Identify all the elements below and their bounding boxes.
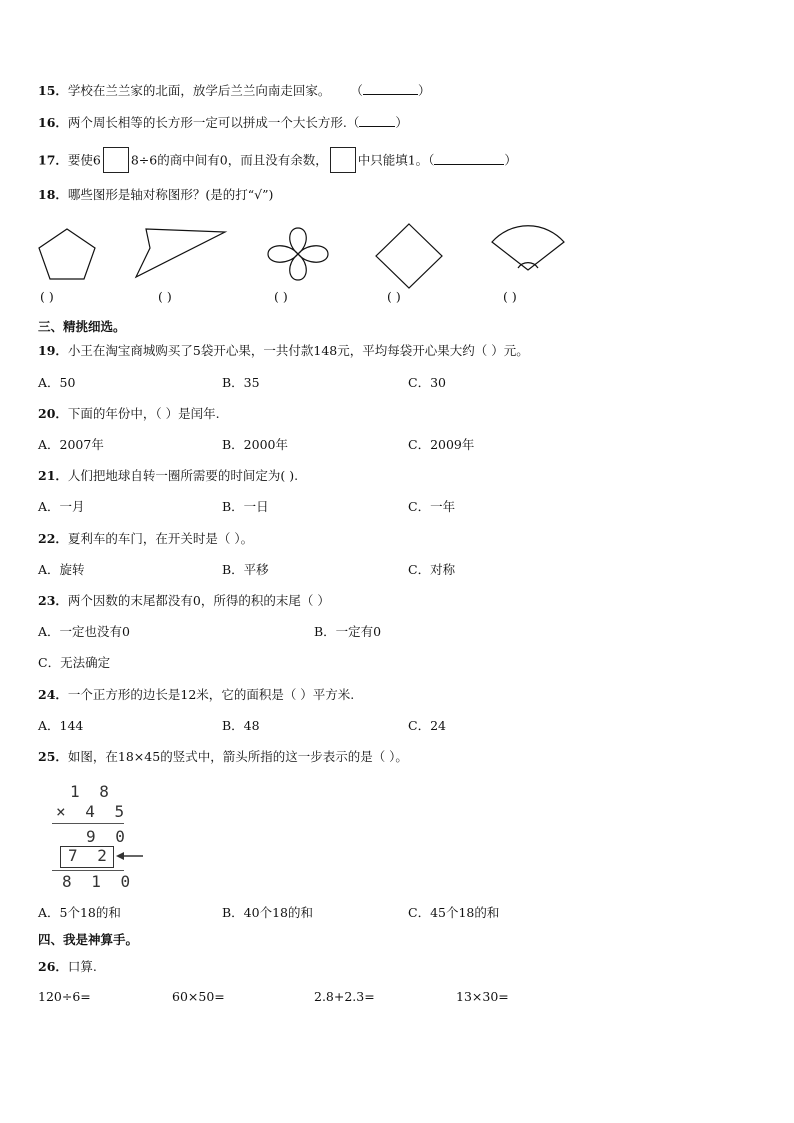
partial-product-1: 9 0 xyxy=(86,827,130,846)
option-b[interactable]: B．一定有0 xyxy=(314,624,382,639)
multiplier: × 4 5 xyxy=(56,802,130,821)
question-number: 22． xyxy=(38,531,68,546)
mental-math-item[interactable]: 13×30= xyxy=(456,989,509,1004)
question-23 xyxy=(38,592,330,610)
question-24 xyxy=(38,686,354,704)
answer-paren[interactable]: ( ) xyxy=(40,289,54,304)
option-a[interactable]: A．144 xyxy=(38,718,84,733)
option-a[interactable]: A．一月 xyxy=(38,499,85,514)
question-number: 19． xyxy=(38,343,68,358)
question-16: 16．两个周长相等的长方形一定可以拼成一个大长方形.（ ） xyxy=(38,115,408,130)
question-20 xyxy=(38,405,220,423)
option-b[interactable]: B．40个18的和 xyxy=(222,905,313,920)
answer-paren[interactable]: ( ) xyxy=(274,289,288,304)
mental-math-item[interactable]: 120÷6= xyxy=(38,989,91,1004)
arrow-left-icon xyxy=(116,850,144,862)
question-17: 17．要使6 8÷6的商中间有0，而且没有余数， 中只能填1。（ ） xyxy=(38,148,517,174)
answer-paren[interactable]: ( ) xyxy=(387,289,401,304)
digit-box[interactable] xyxy=(330,147,356,173)
option-a[interactable]: A．50 xyxy=(38,375,76,390)
question-number: 17． xyxy=(38,152,68,168)
final-product: 8 1 0 xyxy=(62,872,136,891)
option-a[interactable]: A．一定也没有0 xyxy=(38,624,130,639)
rule-line xyxy=(52,823,124,824)
option-b[interactable]: B．2000年 xyxy=(222,437,288,452)
answer-paren[interactable]: ( ) xyxy=(158,289,172,304)
option-a[interactable]: A．2007年 xyxy=(38,437,104,452)
question-25 xyxy=(38,748,408,766)
rule-line xyxy=(52,870,124,871)
question-text: 一个正方形的边长是12米，它的面积是（ ）平方米. xyxy=(67,687,355,702)
vertical-multiplication-figure xyxy=(44,780,154,890)
question-text: 如图，在18×45的竖式中，箭头所指的这一步表示的是（ ）。 xyxy=(67,749,408,764)
question-text: 夏利车的车门，在开关时是（ ）。 xyxy=(67,531,254,546)
question-text: 两个周长相等的长方形一定可以拼成一个大长方形. xyxy=(67,115,347,130)
question-number: 26． xyxy=(38,959,68,974)
question-21 xyxy=(38,467,298,485)
question-text: 学校在兰兰家的北面，放学后兰兰向南走回家。 xyxy=(67,83,331,98)
question-number: 18． xyxy=(38,187,68,202)
option-c[interactable]: C．无法确定 xyxy=(38,655,111,670)
question-number: 20． xyxy=(38,406,68,421)
mental-math-item[interactable]: 2.8+2.3= xyxy=(314,989,375,1004)
digit-box[interactable] xyxy=(103,147,129,173)
answer-paren[interactable]: ( ) xyxy=(503,289,517,304)
question-number: 15． xyxy=(38,83,68,98)
question-number: 16． xyxy=(38,115,68,130)
four-leaf-flower-figure xyxy=(264,224,332,284)
option-b[interactable]: B．平移 xyxy=(222,562,269,577)
option-c[interactable]: C．24 xyxy=(408,718,446,733)
question-15: 15．学校在兰兰家的北面，放学后兰兰向南走回家。 （ ） xyxy=(38,83,431,98)
option-b[interactable]: B．48 xyxy=(222,718,260,733)
question-number: 21． xyxy=(38,468,68,483)
multiplicand: 1 8 xyxy=(70,782,114,801)
question-text: 两个因数的末尾都没有0，所得的积的末尾（ ） xyxy=(67,593,330,608)
question-18 xyxy=(38,186,273,204)
answer-blank[interactable] xyxy=(359,114,395,127)
question-text: 人们把地球自转一圈所需要的时间定为( ). xyxy=(67,468,299,483)
question-number: 24． xyxy=(38,687,68,702)
option-c[interactable]: C．一年 xyxy=(408,499,456,514)
question-text: 口算. xyxy=(67,959,97,974)
option-b[interactable]: B．一日 xyxy=(222,499,269,514)
question-number: 23． xyxy=(38,593,68,608)
question-text: 下面的年份中，（ ）是闰年. xyxy=(67,406,220,421)
pentagon-figure xyxy=(36,226,98,282)
mental-math-item[interactable]: 60×50= xyxy=(172,989,225,1004)
option-b[interactable]: B．35 xyxy=(222,375,260,390)
partial-product-2: 7 2 xyxy=(68,846,112,865)
answer-blank[interactable] xyxy=(434,152,504,165)
triangle-figure xyxy=(132,226,228,280)
diamond-figure xyxy=(374,222,444,290)
question-19 xyxy=(38,342,529,360)
question-26 xyxy=(38,958,97,976)
option-c[interactable]: C．对称 xyxy=(408,562,456,577)
answer-blank[interactable] xyxy=(363,82,418,95)
option-c[interactable]: C．2009年 xyxy=(408,437,475,452)
question-22 xyxy=(38,530,253,548)
option-a[interactable]: A．旋转 xyxy=(38,562,85,577)
question-text: 小王在淘宝商城购买了5袋开心果，一共付款148元，平均每袋开心果大约（ ）元。 xyxy=(67,343,529,358)
section-heading: 三、精挑细选。 xyxy=(38,319,126,334)
option-a[interactable]: A．5个18的和 xyxy=(38,905,121,920)
question-text: 哪些图形是轴对称图形？(是的打“√”) xyxy=(67,187,274,202)
section-heading: 四、我是神算手。 xyxy=(38,932,139,947)
question-number: 25． xyxy=(38,749,68,764)
option-c[interactable]: C．30 xyxy=(408,375,446,390)
option-c[interactable]: C．45个18的和 xyxy=(408,905,500,920)
fan-figure xyxy=(488,220,568,280)
